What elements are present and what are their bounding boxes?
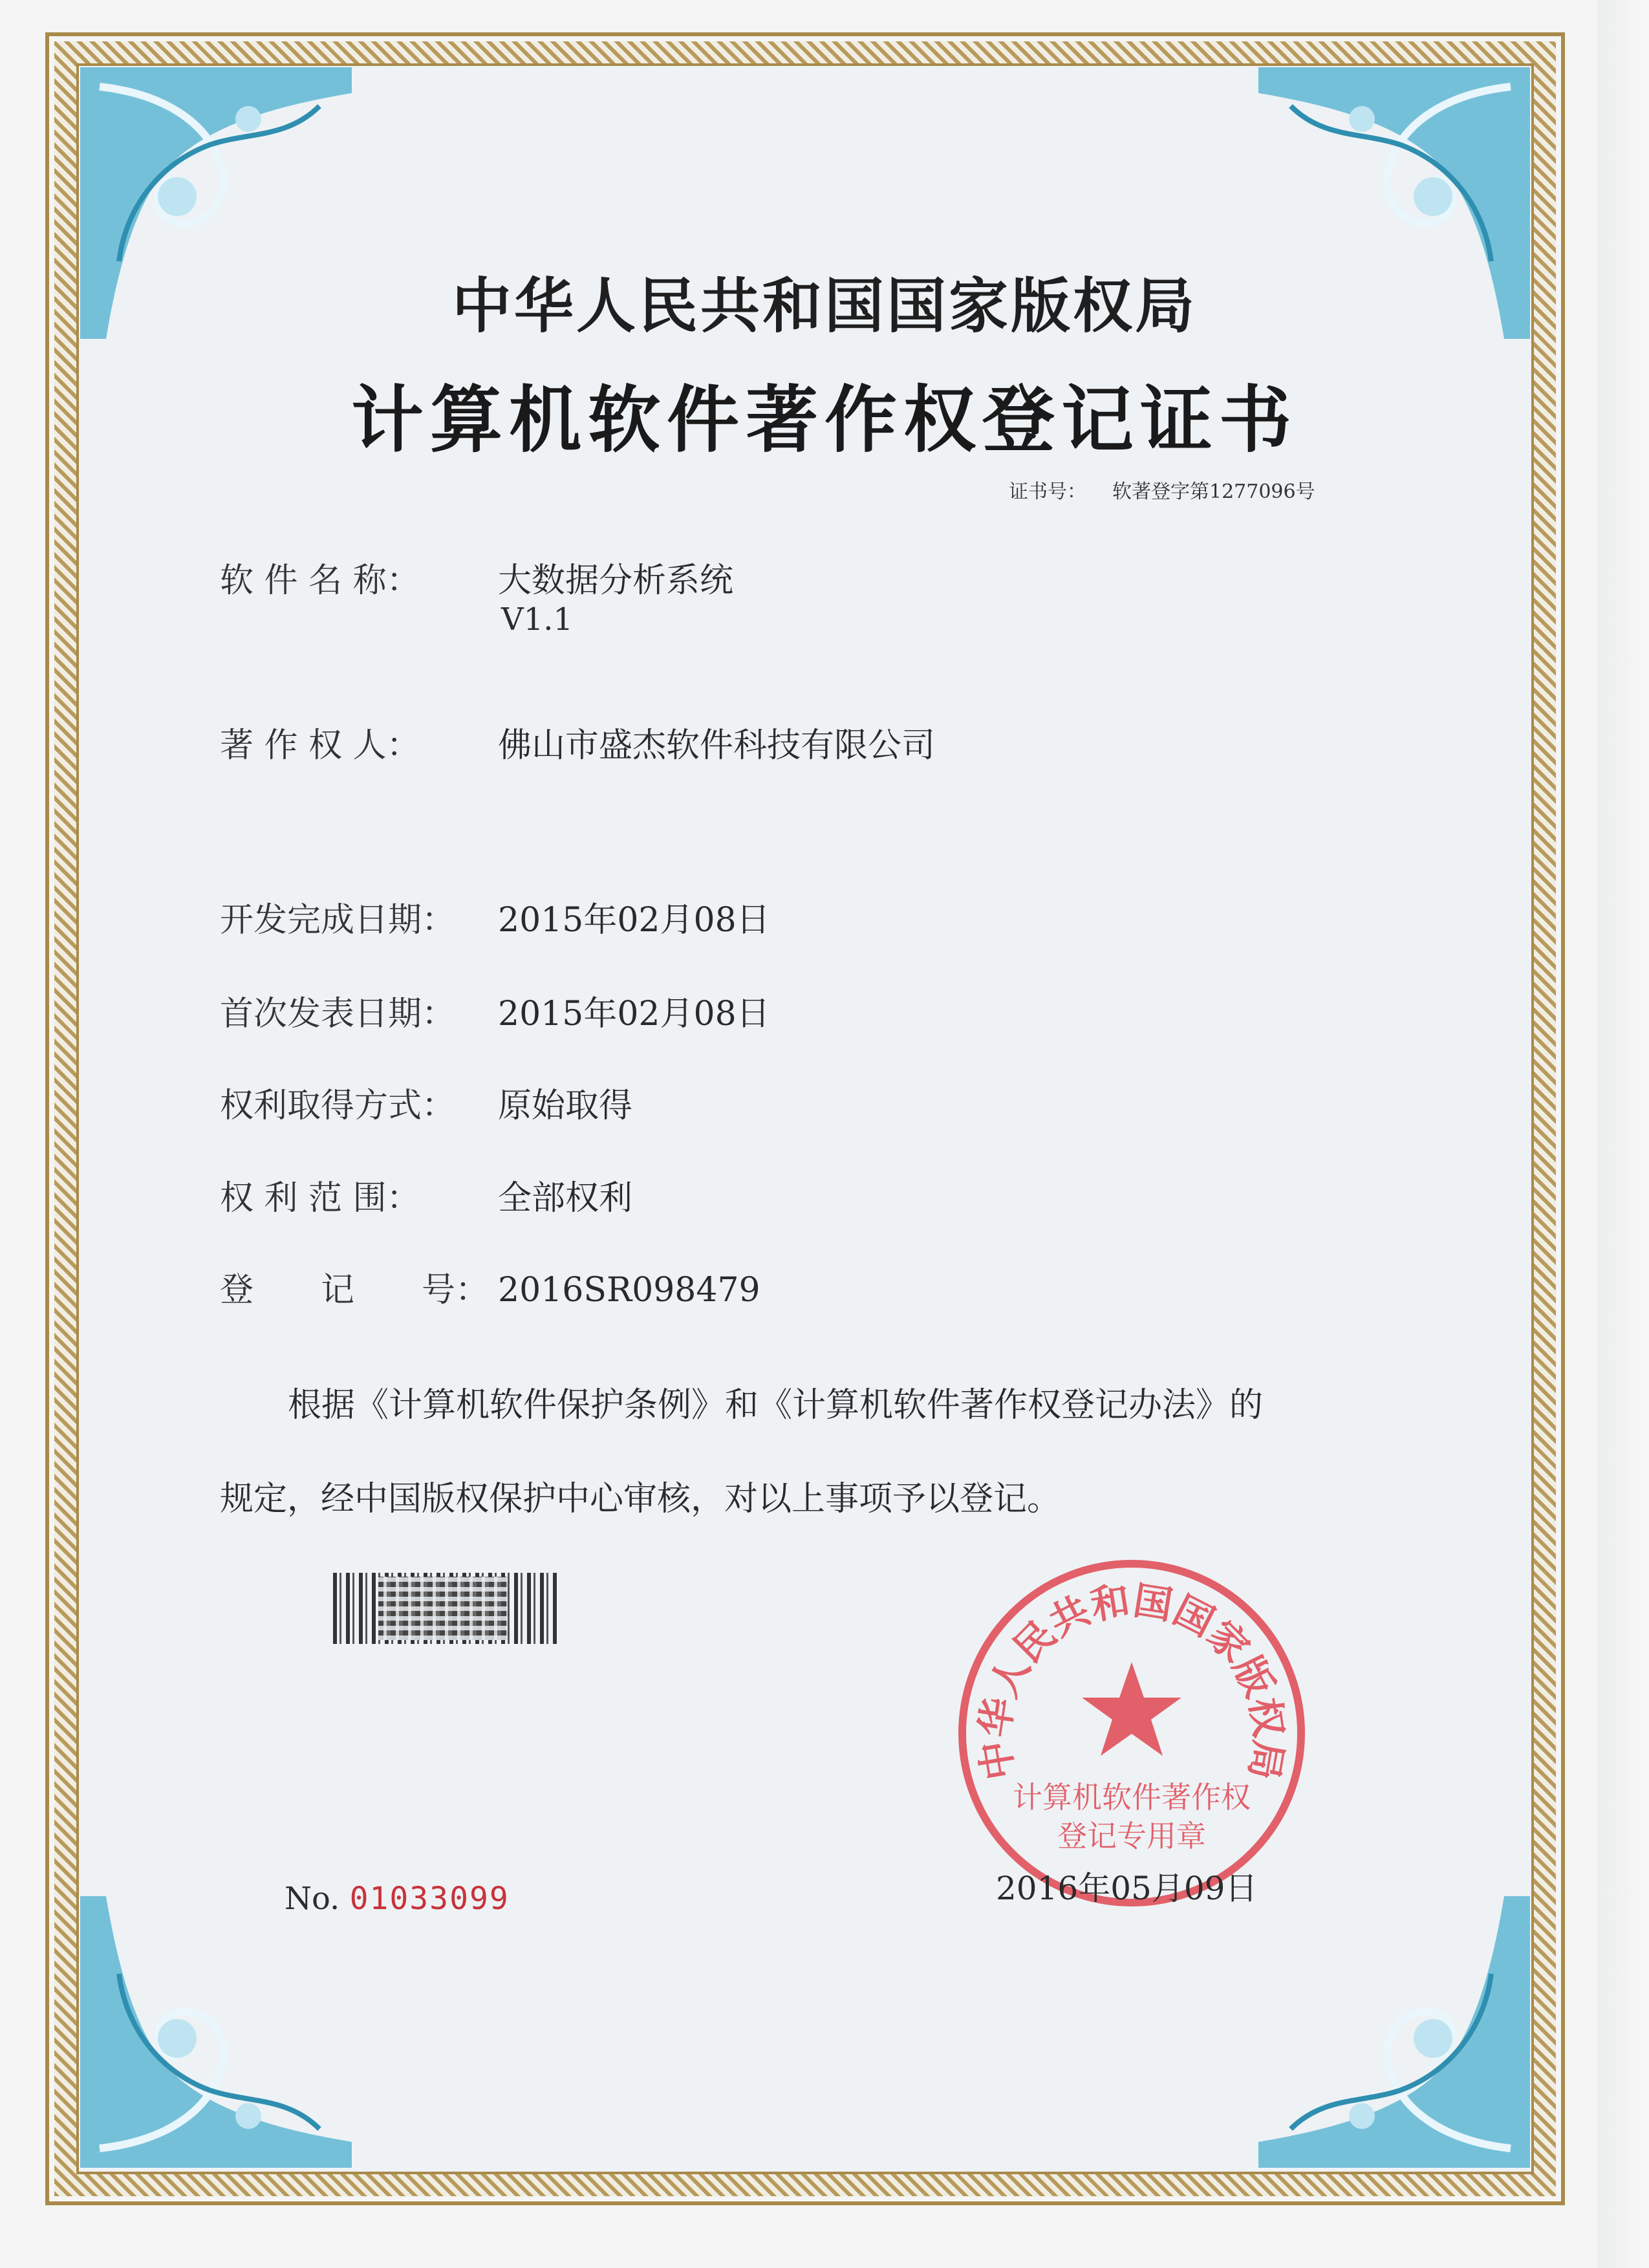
qr-code-icon bbox=[378, 1577, 508, 1640]
software-version: V1.1 bbox=[501, 601, 573, 638]
acquisition-method-value: 原始取得 bbox=[498, 1086, 633, 1125]
cert-no-label: 证书号： bbox=[1009, 481, 1086, 503]
field-software-name bbox=[220, 553, 733, 601]
field-development-date bbox=[220, 892, 770, 941]
acquisition-method-label: 权利取得方式： bbox=[220, 1086, 456, 1125]
field-first-publish-date bbox=[220, 986, 770, 1035]
serial-prefix: No. bbox=[285, 1881, 340, 1917]
certificate-number bbox=[1009, 475, 1341, 504]
registration-no-value: 2016SR098479 bbox=[498, 1271, 760, 1310]
barcode-icon bbox=[333, 1573, 559, 1644]
seal-ring-text: 中华人民共和国国家版权局 bbox=[972, 1578, 1291, 1784]
first-publish-date-value: 2015年02月08日 bbox=[498, 995, 770, 1033]
statement-line-2: 规定，经中国版权保护中心审核，对以上事项予以登记。 bbox=[220, 1480, 1061, 1518]
copyright-owner-label: 著 作 权 人： bbox=[220, 726, 420, 765]
serial-number bbox=[285, 1881, 510, 1917]
field-scope-of-rights bbox=[220, 1171, 632, 1219]
cert-no-value: 软著登字第1277096号 bbox=[1112, 481, 1315, 503]
seal-center-line-1: 计算机软件著作权 bbox=[1013, 1780, 1251, 1815]
star-icon bbox=[1082, 1662, 1181, 1756]
field-registration-no bbox=[220, 1262, 760, 1311]
issue-date: 2016年05月09日 bbox=[996, 1870, 1258, 1907]
development-date-label: 开发完成日期： bbox=[220, 901, 456, 940]
statement-line-1: 根据《计算机软件保护条例》和《计算机软件著作权登记办法》的 bbox=[288, 1386, 1264, 1425]
authority-title: 中华人民共和国国家版权局 bbox=[451, 271, 1197, 341]
development-date-value: 2015年02月08日 bbox=[498, 901, 770, 940]
first-publish-date-label: 首次发表日期： bbox=[220, 995, 456, 1033]
corner-ornament-icon bbox=[80, 1896, 352, 2168]
seal-center-line-2: 登记专用章 bbox=[1057, 1819, 1206, 1853]
corner-ornament-icon bbox=[1258, 1896, 1530, 2168]
scope-of-rights-label: 权 利 范 围： bbox=[220, 1179, 420, 1218]
registration-no-label: 登 记 号： bbox=[220, 1271, 490, 1310]
scope-of-rights-value: 全部权利 bbox=[498, 1179, 633, 1218]
field-copyright-owner bbox=[220, 718, 935, 766]
certificate-title: 计算机软件著作权登记证书 bbox=[351, 378, 1298, 462]
copyright-owner-value: 佛山市盛杰软件科技有限公司 bbox=[498, 726, 936, 765]
serial-value: 01033099 bbox=[349, 1881, 510, 1917]
official-seal bbox=[951, 1552, 1313, 1914]
software-name-value: 大数据分析系统 bbox=[498, 561, 734, 600]
software-name-label: 软 件 名 称： bbox=[220, 561, 420, 600]
field-acquisition-method bbox=[220, 1078, 632, 1127]
